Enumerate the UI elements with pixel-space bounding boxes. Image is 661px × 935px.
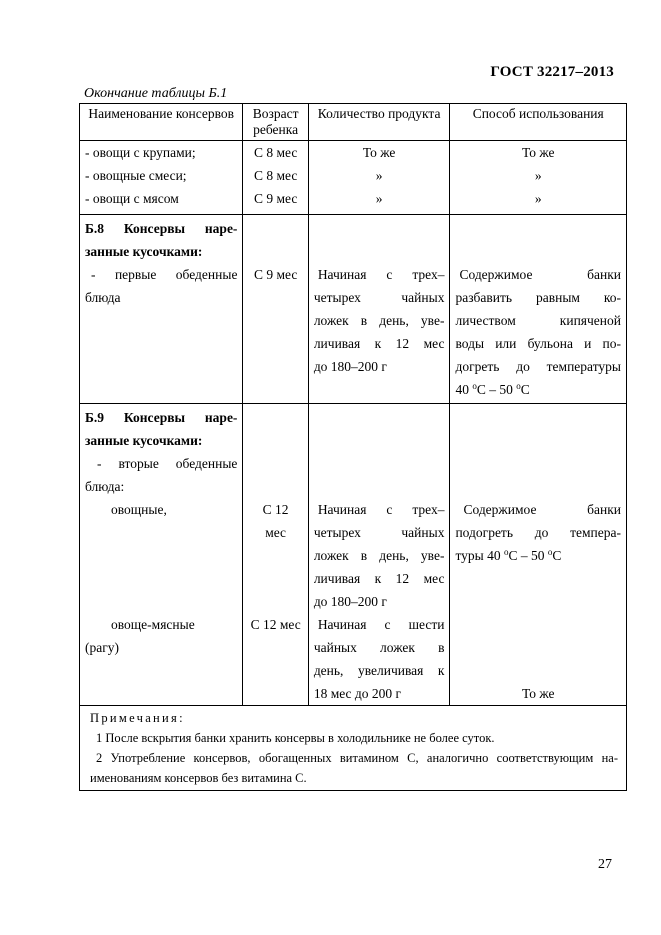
b9-vegmeat-age: С 12 мес: [250, 617, 301, 632]
usage-value: »: [534, 191, 542, 206]
b9-veg-name: овощные,: [111, 502, 167, 517]
note-2: 2 Употребление консервов, обогащенных витамином С, аналогично соответствующим на-: [96, 751, 618, 765]
document-code: ГОСТ 32217–2013: [490, 64, 614, 80]
b9-veg-usage-line: Содержимое банки: [463, 502, 621, 517]
b9-veg-amount-line: до 180–200 г: [313, 594, 387, 609]
b9-usage-cell: [450, 404, 627, 706]
b9-vegmeat-amount-line: Начиная с шести: [317, 617, 445, 632]
b9-name-cell: [80, 404, 243, 706]
b8-usage-line: личеством кипяченой: [455, 313, 621, 328]
b9-veg-usage-temperature: [455, 544, 621, 567]
table-row-b8: [80, 215, 627, 404]
b9-title: Б.9 Консервы наре-: [85, 410, 238, 425]
table-row-b9: [80, 404, 627, 706]
b9-vegmeat-name: (рагу): [85, 640, 120, 655]
temp-from: 40: [455, 382, 473, 397]
table-row-notes: [80, 706, 627, 791]
notes-heading: Примечания:: [90, 711, 185, 725]
b9-title: занные кусочками:: [85, 433, 203, 448]
b9-vegmeat-usage: То же: [521, 686, 555, 701]
degree-sign: o: [516, 381, 521, 391]
b9-vegmeat-amount-line: 18 мес до 200 г: [313, 686, 402, 701]
b9-vegmeat-amount-line: чайных ложек в: [313, 640, 445, 655]
b9-veg-amount-line: четырех чайных: [313, 525, 445, 540]
b8-amount-line: ложек в день, уве-: [313, 313, 445, 328]
group1-names-cell: [80, 141, 243, 215]
b8-age: С 9 мес: [253, 267, 298, 282]
temp-unit: C: [520, 382, 530, 397]
group1-ages-cell: [243, 141, 308, 215]
b8-item: блюда: [85, 290, 121, 305]
b8-amount-line: личивая к 12 мес: [313, 336, 445, 351]
column-header-age: Возраст ребенка: [243, 104, 308, 141]
b8-title: Б.8 Консервы наре-: [85, 221, 238, 236]
temp-unit: C: [476, 382, 486, 397]
table-header-row: [80, 104, 627, 141]
note-2-cont: именованиям консервов без витамина С.: [90, 771, 307, 785]
b9-amount-cell: [308, 404, 450, 706]
b9-item: - вторые обеденные: [97, 456, 238, 471]
b9-age-cell: [243, 404, 308, 706]
b8-usage-line: воды или бульона и по-: [455, 336, 621, 351]
column-header-usage: Способ использования: [450, 104, 627, 141]
age-value: С 8 мес: [253, 145, 298, 160]
amount-value: »: [375, 168, 383, 183]
degree-sign: o: [472, 381, 477, 391]
b8-usage-temperature: [455, 378, 621, 401]
b8-amount-line: четырех чайных: [313, 290, 445, 305]
table-caption: Окончание таблицы Б.1: [84, 86, 228, 101]
page-number: 27: [598, 857, 612, 872]
b8-usage-line: Содержимое банки: [459, 267, 621, 282]
b8-item: - первые обеденные: [91, 267, 238, 282]
degree-sign: o: [504, 547, 509, 557]
usage-value: То же: [521, 145, 555, 160]
temp-unit: C: [552, 548, 562, 563]
b8-amount-line: Начиная с трех–: [317, 267, 445, 282]
note-1: 1 После вскрытия банки хранить консервы в холодильнике не более суток.: [96, 731, 495, 745]
column-header-name: Наименование консервов: [80, 104, 243, 141]
temp-mid: C – 50: [508, 548, 548, 563]
degree-sign: o: [547, 547, 553, 557]
b8-usage-line: догреть до температуры: [455, 359, 621, 374]
b9-vegmeat-name: овоще-мясные: [111, 617, 195, 632]
b9-veg-amount-line: ложек в день, уве-: [313, 548, 445, 563]
name-vegetables-cereals: - овощи с крупами;: [85, 145, 196, 160]
name-vegetable-mixes: - овощные смеси;: [85, 168, 187, 183]
b8-title: занные кусочками:: [85, 244, 203, 259]
amount-value: »: [375, 191, 383, 206]
b8-age-cell: [243, 215, 308, 404]
table-row-group1: [80, 141, 627, 215]
consumption-table: [79, 103, 627, 791]
group1-usages-cell: [450, 141, 627, 215]
notes-cell: [80, 706, 627, 791]
b8-name-cell: [80, 215, 243, 404]
b8-amount-line: до 180–200 г: [313, 359, 387, 374]
temp-to: – 50: [485, 382, 517, 397]
b9-veg-usage-line: подогреть до темпера-: [455, 525, 621, 540]
b9-veg-age: мес: [265, 525, 287, 540]
age-value: С 9 мес: [253, 191, 298, 206]
b8-usage-line: разбавить равным ко-: [455, 290, 621, 305]
temp-prefix: туры 40: [455, 548, 504, 563]
b8-amount-cell: [308, 215, 450, 404]
usage-value: »: [534, 168, 542, 183]
b9-veg-amount-line: личивая к 12 мес: [313, 571, 445, 586]
name-vegetables-meat: - овощи с мясом: [85, 191, 179, 206]
group1-amounts-cell: [308, 141, 450, 215]
b9-veg-age: С 12: [262, 502, 289, 517]
b9-vegmeat-amount-line: день, увеличивая к: [313, 663, 445, 678]
b8-usage-cell: [450, 215, 627, 404]
column-header-amount: Количество продукта: [308, 104, 450, 141]
b9-item: блюда:: [85, 479, 125, 494]
b9-veg-amount-line: Начиная с трех–: [317, 502, 445, 517]
age-value: С 8 мес: [253, 168, 298, 183]
amount-value: То же: [362, 145, 396, 160]
